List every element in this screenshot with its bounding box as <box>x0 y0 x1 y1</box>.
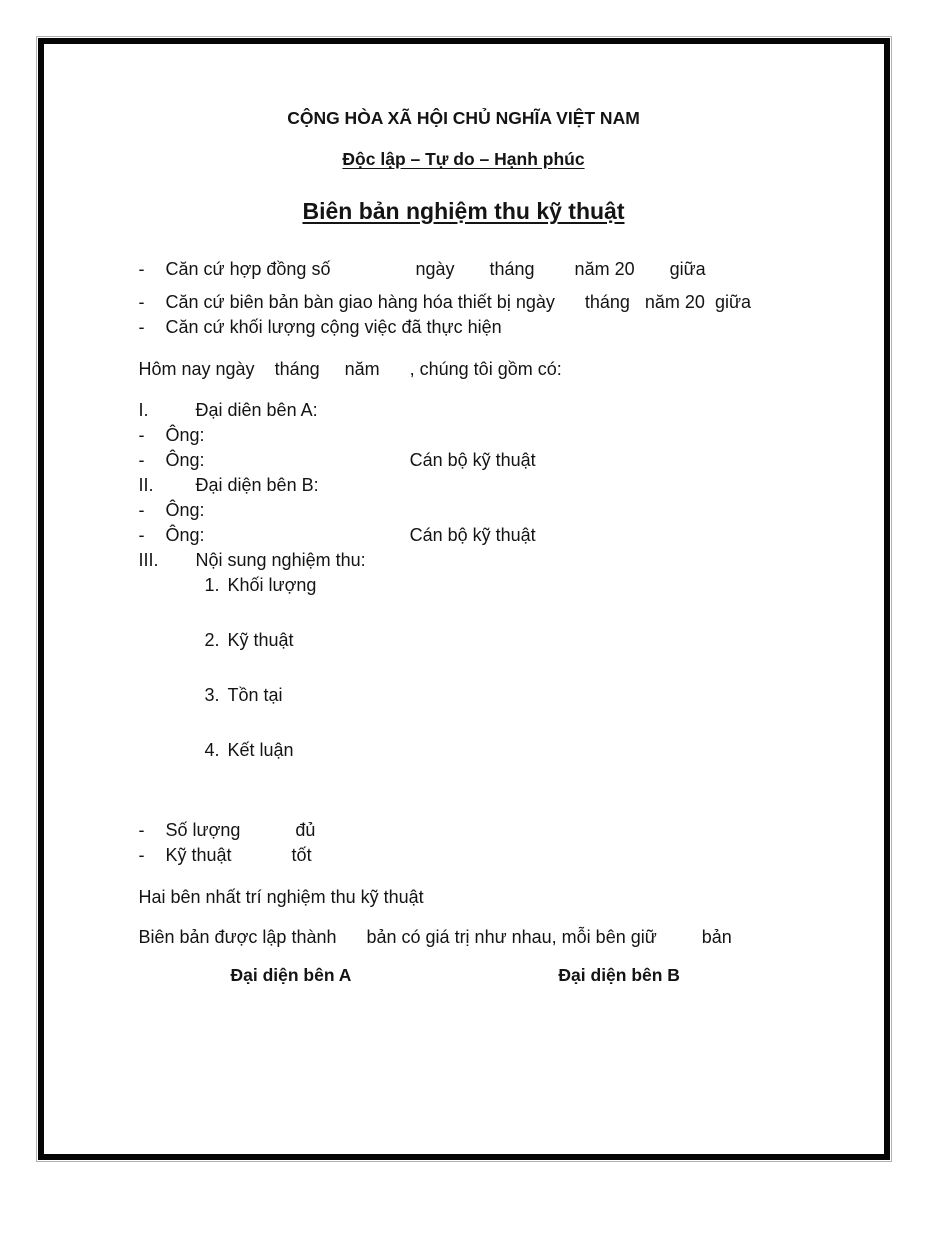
dash-marker: - <box>138 425 145 445</box>
checklist-text: Kỹ thuật <box>227 630 294 650</box>
checklist-text: Khối lượng <box>227 575 317 595</box>
section-heading-text: Đại diện bên B: <box>195 475 319 495</box>
checklist-text: Tồn tại <box>227 685 283 705</box>
roman-marker: III. <box>138 550 159 570</box>
person-text: Ông: <box>165 500 205 520</box>
preamble-text: Căn cứ biên bản bàn giao hàng hóa thiết bị ngày tháng năm 20 giữa <box>165 292 752 312</box>
dash-marker: - <box>138 820 145 840</box>
section-heading-text: Đại diên bên A: <box>195 400 318 420</box>
intro-text: Hôm nay ngày tháng năm , chúng tôi gồm có: <box>138 359 562 379</box>
dash-marker: - <box>138 317 145 337</box>
number-marker: 1. <box>204 575 220 595</box>
section-acceptance-content <box>139 548 789 573</box>
agreement-text: Hai bên nhất trí nghiệm thu kỹ thuật <box>138 887 424 907</box>
roman-marker: I. <box>138 400 149 420</box>
result-line-technique <box>139 843 789 868</box>
motto-line <box>139 148 789 170</box>
copies-text: Biên bản được lập thành bản có giá trị như nhau, mỗi bên giữ bản <box>138 927 732 947</box>
intro-line <box>139 357 789 382</box>
signature-row <box>139 965 789 986</box>
person-line <box>139 423 789 448</box>
result-line-quantity <box>139 818 789 843</box>
dash-marker: - <box>138 525 145 545</box>
roman-marker: II. <box>138 475 154 495</box>
national-header: CỘNG HÒA XÃ HỘI CHỦ NGHĨA VIỆT NAM <box>287 108 640 128</box>
agreement-line <box>139 885 789 910</box>
section-heading-text: Nội sung nghiệm thu: <box>195 550 366 570</box>
signature-party-b: Đại diện bên B <box>558 965 680 985</box>
person-line <box>139 448 789 473</box>
result-text: Số lượng đủ <box>165 820 316 840</box>
person-text: Ông: <box>165 425 205 445</box>
dash-marker: - <box>138 259 145 279</box>
person-line <box>139 498 789 523</box>
person-text: Ông: Cán bộ kỹ thuật <box>165 450 536 470</box>
preamble-text: Căn cứ khối lượng cộng việc đã thực hiện <box>165 317 502 337</box>
document-page <box>38 38 890 1160</box>
signature-party-a: Đại diện bên A <box>230 965 352 985</box>
document-title <box>139 196 789 226</box>
result-text: Kỹ thuật tốt <box>165 845 312 865</box>
preamble-line-workload <box>139 315 789 340</box>
checklist-item-technique <box>139 628 789 653</box>
section-party-b <box>139 473 789 498</box>
preamble-line-handover <box>139 290 789 315</box>
motto-text: Độc lập – Tự do – Hạnh phúc <box>342 149 585 169</box>
person-line <box>139 523 789 548</box>
dash-marker: - <box>138 292 145 312</box>
document-title-text: Biên bản nghiệm thu kỹ thuật <box>302 198 625 224</box>
checklist-item-issues <box>139 683 789 708</box>
checklist-text: Kết luận <box>227 740 294 760</box>
number-marker: 4. <box>204 740 220 760</box>
preamble-line-contract <box>139 257 789 282</box>
dash-marker: - <box>138 500 145 520</box>
dash-marker: - <box>138 845 145 865</box>
section-party-a <box>139 398 789 423</box>
checklist-item-conclusion <box>139 738 789 763</box>
preamble-text: Căn cứ hợp đồng số ngày tháng năm 20 giữa <box>165 259 706 279</box>
dash-marker: - <box>138 450 145 470</box>
person-text: Ông: Cán bộ kỹ thuật <box>165 525 536 545</box>
number-marker: 3. <box>204 685 220 705</box>
copies-line <box>139 925 789 950</box>
checklist-item-volume <box>139 573 789 598</box>
number-marker: 2. <box>204 630 220 650</box>
